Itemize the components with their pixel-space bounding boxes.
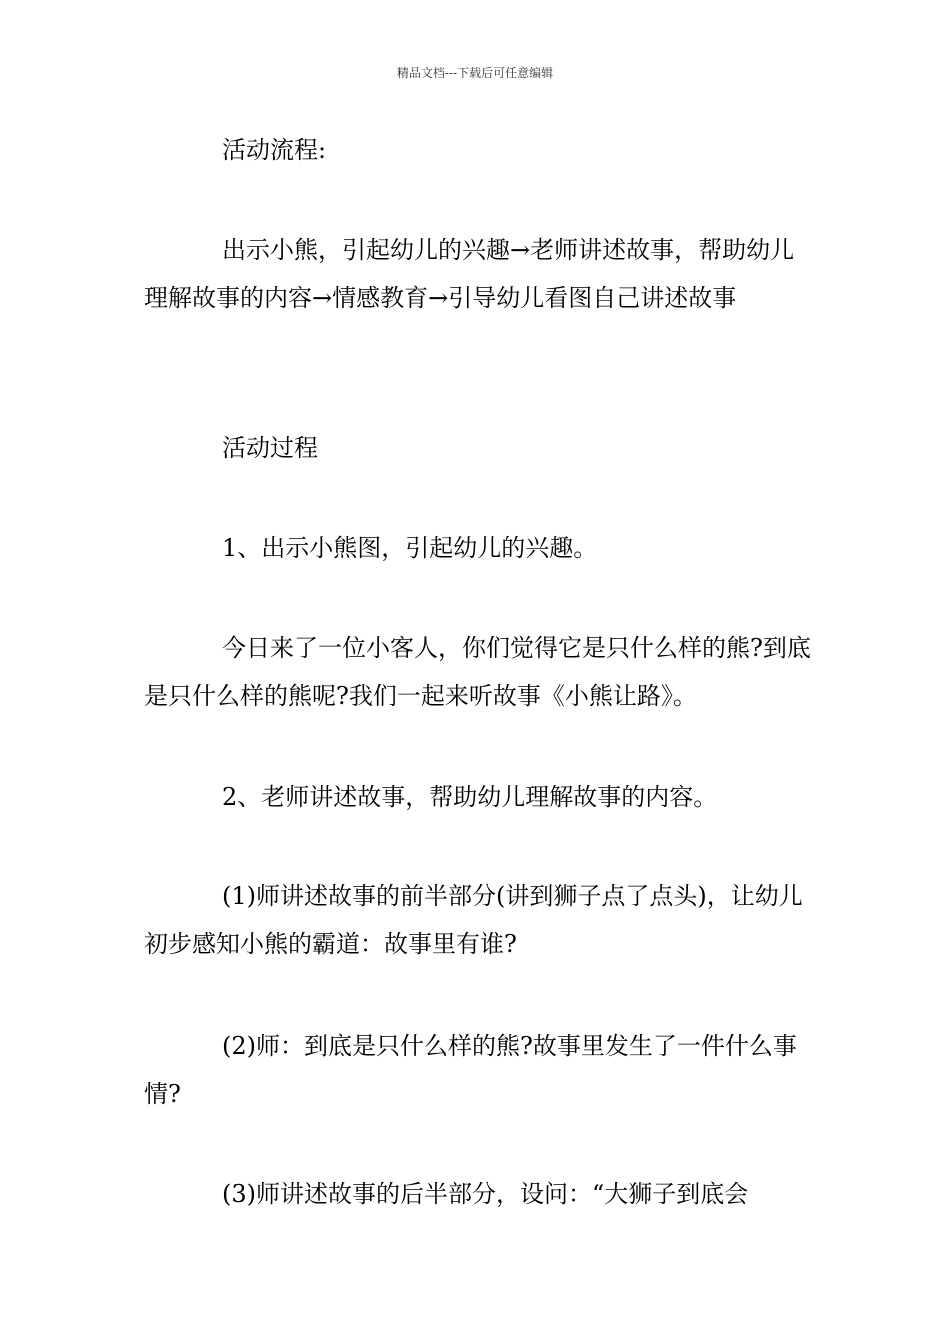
paragraph-activity-flow-body: 出示小熊，引起幼儿的兴趣→老师讲述故事，帮助幼儿理解故事的内容→情感教育→引导幼儿看图自己讲述故事 [144,236,795,312]
paragraph-step-2-part-3: (3)师讲述故事的后半部分，设问：“大狮子到底会 [222,1180,749,1208]
paragraph-step-2-part-1: (1)师讲述故事的前半部分(讲到狮子点了点头)，让幼儿初步感知小熊的霸道：故事里有谁? [144,882,803,958]
paragraph-activity-flow-title: 活动流程: [222,136,327,164]
page-header: 精品文档---下载后可任意编辑 [396,66,554,80]
paragraph-step-2-part-2: (2)师：到底是只什么样的熊?故事里发生了一件什么事情? [144,1032,797,1108]
paragraph-step-1-body: 今日来了一位小客人，你们觉得它是只什么样的熊?到底是只什么样的熊呢?我们一起来听故事《小熊让路》。 [144,634,811,710]
paragraph-activity-process-title: 活动过程 [222,434,318,462]
paragraph-step-1: 1、出示小熊图，引起幼儿的兴趣。 [222,534,598,562]
paragraph-step-2: 2、老师讲述故事，帮助幼儿理解故事的内容。 [222,783,718,811]
